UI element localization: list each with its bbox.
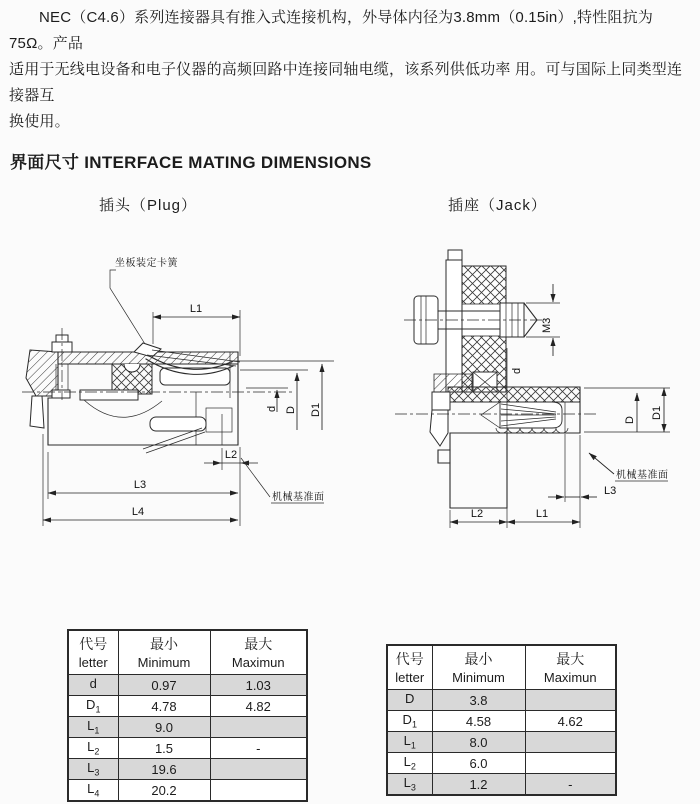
section-heading: 界面尺寸 INTERFACE MATING DIMENSIONS [10, 153, 372, 172]
row-min: 4.78 [118, 696, 210, 717]
plug-diameter-dims [232, 361, 334, 430]
row-max: 1.03 [210, 675, 307, 696]
leader-line [110, 270, 150, 352]
col-letter-en: letter [395, 669, 425, 685]
row-letter: d [89, 676, 97, 692]
plug-L1-dim [153, 303, 240, 356]
table-header-row [68, 630, 307, 675]
dim-label-D1: D1 [651, 405, 663, 420]
row-max [525, 690, 616, 711]
dim-label-D1: D1 [310, 402, 322, 417]
row-max: 4.62 [525, 711, 616, 732]
plug-title: 插头（Plug） [99, 197, 198, 214]
table-row: $L_3$ 19.6 [68, 759, 307, 780]
col-letter-zh: 代号 [395, 650, 424, 667]
col-letter-zh: 代号 [79, 635, 108, 652]
dim-label-L3: L3 [604, 485, 617, 497]
dim-label-D: D [624, 416, 636, 424]
row-letter: L [403, 733, 411, 749]
row-letter: L [87, 760, 95, 776]
table-row: $L_1$ 9.0 [68, 717, 307, 738]
row-min: 1.2 [432, 774, 525, 796]
dim-label-L2: L2 [224, 449, 238, 461]
dim-label-L1: L1 [189, 303, 203, 315]
dim-label-L1: L1 [535, 508, 549, 520]
row-letter: D [405, 691, 415, 707]
intro-line: NEC（C4.6）系列连接器具有推入式连接机构，外导体内径为3.8mm（0.15in）,特性阻抗为75Ω。产品 [9, 9, 654, 52]
row-letter: L [87, 739, 95, 755]
table-row: $D_1$ 4.78 4.82 [68, 696, 307, 717]
plug-clip-note: 坐板装定卡簧 [115, 258, 178, 269]
row-min: 6.0 [432, 753, 525, 774]
row-letter: L [87, 718, 95, 734]
col-min-zh: 最小 [150, 635, 178, 652]
row-letter: L [87, 781, 95, 797]
jack-panel [446, 250, 506, 392]
jack-datum-note: 机械基准面 [616, 470, 669, 481]
col-min-en: Minimum [452, 669, 505, 685]
table-row: $L_2$ 6.0 [387, 753, 616, 774]
plug-length-dims [43, 434, 258, 526]
row-max [210, 780, 307, 802]
row-max: - [210, 738, 307, 759]
dim-label-L2: L2 [470, 508, 484, 520]
row-min: 8.0 [432, 732, 525, 753]
row-letter: L [403, 775, 411, 791]
table-row [68, 675, 307, 696]
intro-paragraph [9, 5, 695, 135]
dim-label-d: d [511, 367, 523, 374]
jack-dimension-table [386, 644, 617, 796]
table-row: $L_4$ 20.2 [68, 780, 307, 802]
row-letter: L [403, 754, 411, 770]
table-header-row [387, 645, 616, 690]
row-max [525, 753, 616, 774]
col-max-en: Maximun [231, 654, 285, 670]
jack-datum [589, 453, 669, 481]
jack-diagram [385, 240, 685, 540]
col-min-en: Minimum [137, 654, 191, 670]
plug-diagram [10, 240, 350, 540]
jack-length-dims [450, 434, 616, 528]
plug-datum [241, 458, 325, 503]
row-max [210, 717, 307, 738]
table-row: $L_2$ 1.5 - [68, 738, 307, 759]
row-min: 19.6 [118, 759, 210, 780]
row-letter: D [402, 712, 412, 728]
plug-dimension-table [67, 629, 308, 802]
row-min: 9.0 [118, 717, 210, 738]
row-min: 20.2 [118, 780, 210, 802]
table-row [387, 690, 616, 711]
dim-label-D: D [285, 406, 297, 414]
col-max-zh: 最大 [244, 635, 273, 652]
table-row: $L_3$ 1.2 - [387, 774, 616, 796]
row-letter: D [86, 697, 96, 713]
plug-body [22, 328, 292, 453]
intro-line: 适用于无线电设备和电子仪器的高频回路中连接同轴电缆，该系列供低功率 用。可与国际上同类型连接器互 [9, 61, 683, 104]
plug-datum-note: 机械基准面 [272, 492, 325, 503]
table-row: $L_1$ 8.0 [387, 732, 616, 753]
table-row: $D_1$ 4.58 4.62 [387, 711, 616, 732]
row-max [525, 732, 616, 753]
dim-label-d: d [266, 405, 278, 412]
row-max: 4.82 [210, 696, 307, 717]
row-min: 4.58 [432, 711, 525, 732]
jack-title: 插座（Jack） [448, 197, 547, 214]
col-max-zh: 最大 [556, 650, 585, 667]
col-max-en: Maximun [543, 669, 597, 685]
row-min: 0.97 [118, 675, 210, 696]
dim-label-L4: L4 [131, 506, 145, 518]
col-min-zh: 最小 [464, 650, 493, 667]
row-min: 1.5 [118, 738, 210, 759]
dim-label-M3: M3 [541, 317, 553, 333]
jack-diameter-dims [584, 388, 670, 432]
dim-label-L3: L3 [133, 479, 147, 491]
row-max [210, 759, 307, 780]
row-min: 3.8 [432, 690, 525, 711]
col-letter-en: letter [78, 654, 108, 670]
intro-line: 换使用。 [9, 113, 70, 130]
row-max: - [525, 774, 616, 796]
jack-body [395, 348, 596, 508]
